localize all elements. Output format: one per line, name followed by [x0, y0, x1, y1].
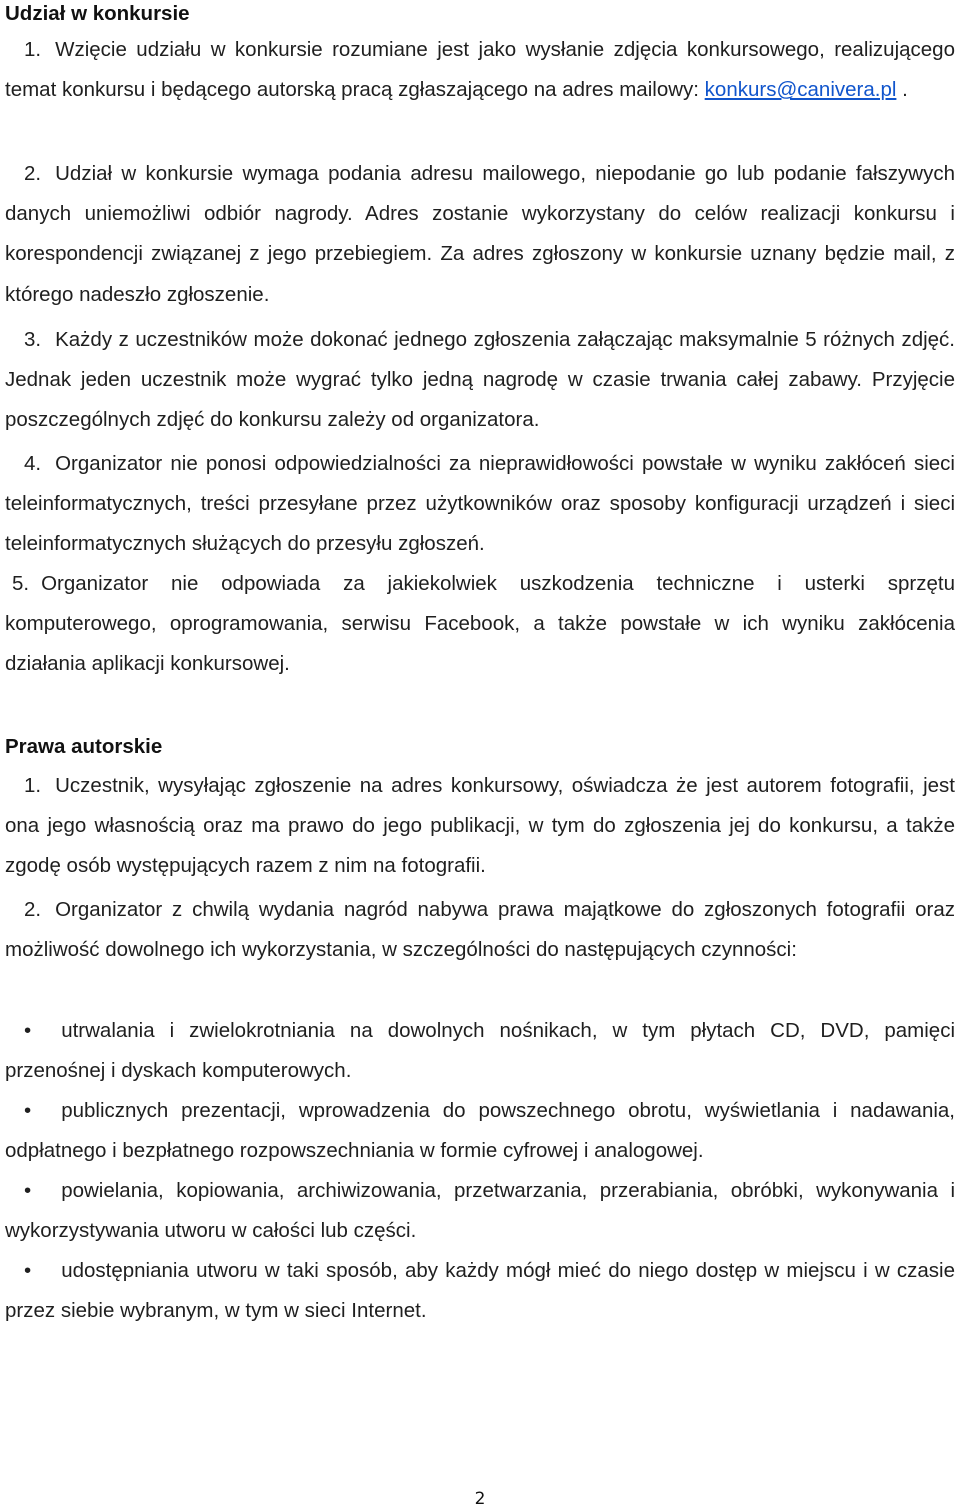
email-link[interactable]: konkurs@canivera.pl [704, 78, 897, 102]
item-number: 2. [24, 162, 42, 185]
bullet-text: utrwalania i zwielokrotniania na dowolnych nośnikach, w tym płytach CD, DVD, pamięci przenośnej i dyskach komputerowych. [5, 1019, 955, 1083]
item-number: 5. [12, 572, 30, 595]
bullet-icon: • [24, 1099, 32, 1122]
rule-item [5, 320, 955, 441]
item-text-end: . [896, 78, 908, 102]
item-number: 3. [24, 328, 42, 351]
bullet-item [5, 1011, 955, 1091]
item-text: Organizator nie odpowiada za jakiekolwiek uszkodzenia techniczne i usterki sprzętu komputerowego, oprogramowania, serwisu Facebook, a także powstałe w ich wyniku zakłócenia działania aplikacji konkursowej. [5, 572, 955, 676]
section-heading-prawa: Prawa autorskie [5, 735, 163, 758]
bullet-icon: • [24, 1019, 32, 1042]
bullet-text: powielania, kopiowania, archiwizowania, przetwarzania, przerabiania, obróbki, wykonywania i wykorzystywania utworu w całości lub części. [5, 1179, 955, 1243]
rights-item [5, 890, 955, 970]
bullet-item [5, 1251, 955, 1331]
item-text: Każdy z uczestników może dokonać jednego zgłoszenia załączając maksymalnie 5 różnych zdjęć. Jednak jeden uczestnik może wygrać tylko jedną nagrodę w czasie trwania całej zabawy. Przyjęcie poszczególnych zdjęć do konkursu zależy od organizatora. [5, 328, 955, 432]
item-number: 2. [24, 898, 42, 921]
bullet-text: udostępniania utworu w taki sposób, aby każdy mógł mieć do niego dostęp w miejscu i w czasie przez siebie wybranym, w tym w sieci Internet. [5, 1259, 955, 1323]
section-heading-udzial: Udział w konkursie [5, 2, 190, 25]
item-text: Organizator z chwilą wydania nagród nabywa prawa majątkowe do zgłoszonych fotografii oraz możliwość dowolnego ich wykorzystania, w szczególności do następujących czynności: [5, 898, 955, 962]
bullet-icon: • [24, 1259, 32, 1282]
item-number: 1. [24, 38, 42, 61]
rule-item [5, 564, 955, 685]
item-text: Uczestnik, wysyłając zgłoszenie na adres konkursowy, oświadcza że jest autorem fotografii, jest ona jego własnością oraz ma prawo do jego publikacji, w tym do zgłoszenia jej do konkursu, a także zgodę osób występujących razem z nim na fotografii. [5, 774, 955, 878]
item-number: 1. [24, 774, 42, 797]
bullet-text: publicznych prezentacji, wprowadzenia do powszechnego obrotu, wyświetlania i nadawania, odpłatnego i bezpłatnego rozpowszechniania w formie cyfrowej i analogowej. [5, 1099, 955, 1163]
bullet-item [5, 1171, 955, 1251]
item-number: 4. [24, 452, 42, 475]
item-text: Udział w konkursie wymaga podania adresu mailowego, niepodanie go lub podanie fałszywych danych uniemożliwi odbiór nagrody. Adres zostanie wykorzystany do celów realizacji konkursu i korespondencji związanej z jego przebiegiem. Za adres zgłoszony w konkursie uznany będzie mail, z którego nadeszło zgłoszenie. [5, 162, 955, 306]
rights-item [5, 766, 955, 887]
item-text: Organizator nie ponosi odpowiedzialności za nieprawidłowości powstałe w wyniku zakłóceń sieci teleinformatycznych, treści przesyłane przez użytkowników oraz sposoby konfiguracji urządzeń i sieci teleinformatycznych służących do przesyłu zgłoszeń. [5, 452, 955, 556]
bullet-item [5, 1091, 955, 1171]
rule-item [5, 30, 955, 110]
page-number: 2 [474, 1489, 486, 1509]
rule-item [5, 444, 955, 565]
rule-item [5, 154, 955, 315]
item-text: Wzięcie udziału w konkursie rozumiane jest jako wysłanie zdjęcia konkursowego, realizującego temat konkursu i będącego autorską pracą zgłaszającego na adres mailowy: [5, 38, 955, 102]
bullet-icon: • [24, 1179, 32, 1202]
